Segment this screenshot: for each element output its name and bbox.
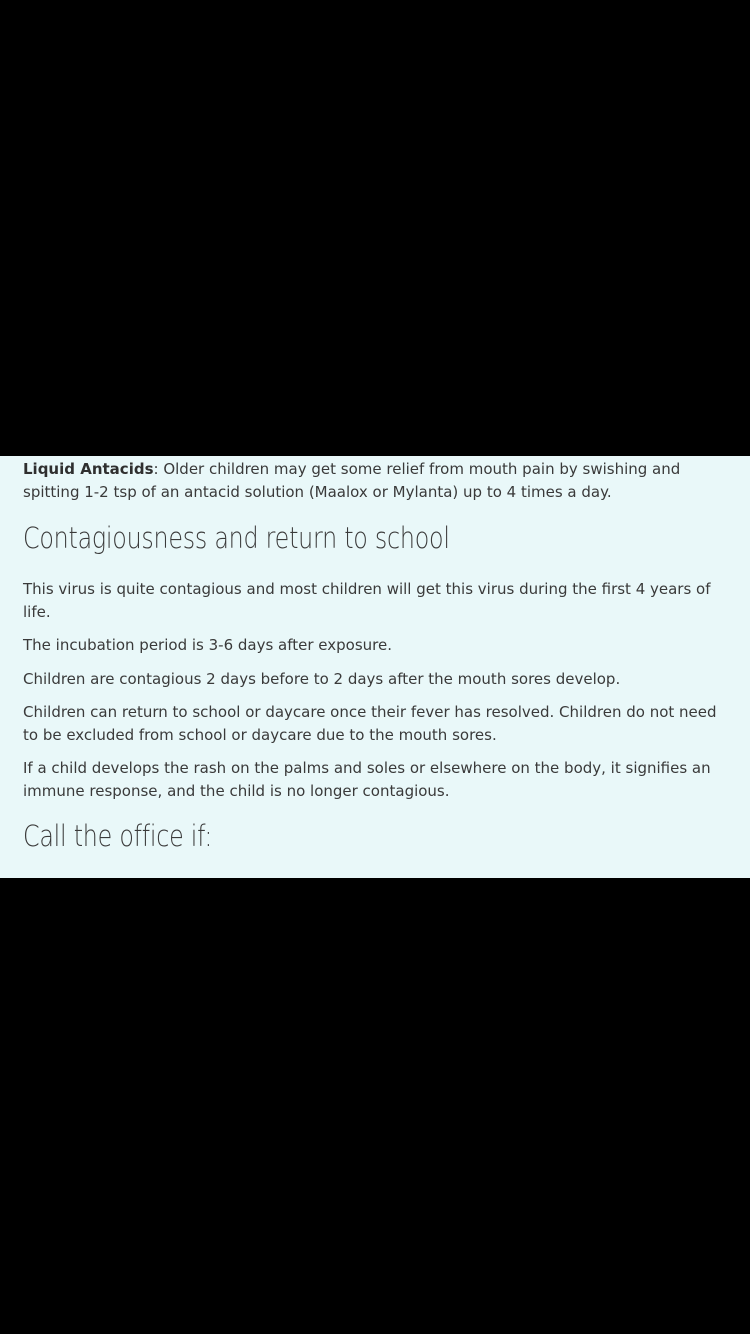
contagiousness-paragraph-incubation: The incubation period is 3-6 days after exposure. — [23, 636, 393, 654]
article-viewport[interactable] — [0, 456, 750, 878]
antacids-term: Liquid Antacids — [23, 460, 154, 478]
contagiousness-paragraph-period: Children are contagious 2 days before to 2 days after the mouth sores develop. — [23, 669, 621, 688]
contagiousness-paragraph-return: Children can return to school or daycare once their fever has resolved. Children do not need to be excluded from school or daycare due to the mouth sores. — [23, 703, 717, 744]
antacids-text: : Older children may get some relief from mouth pain by swishing and spitting 1-2 tsp of an antacid solution (Maalox or Mylanta) up to 4 times a day. — [23, 460, 681, 501]
contagiousness-paragraph-virus: This virus is quite contagious and most children will get this virus during the first 4 years of life. — [23, 580, 711, 621]
antacids-paragraph — [23, 458, 723, 503]
article-content — [23, 456, 723, 925]
contagiousness-heading: Contagiousness and return to school — [23, 521, 450, 555]
contagiousness-paragraph-rash: If a child develops the rash on the palms and soles or elsewhere on the body, it signifies an immune response, and the child is no longer contagious. — [23, 759, 711, 800]
bottom-black-area — [0, 878, 750, 1334]
top-black-area — [0, 0, 750, 456]
call-office-heading: Call the office if: — [23, 819, 213, 853]
